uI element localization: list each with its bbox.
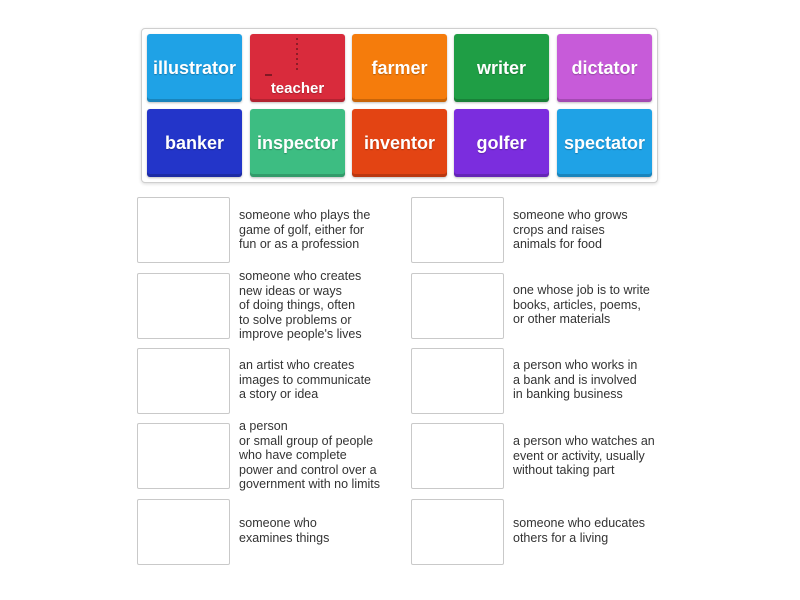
drop-slot[interactable] (411, 273, 504, 339)
word-tile-spectator[interactable]: spectator (557, 109, 652, 177)
drop-slot[interactable] (137, 273, 230, 339)
definition-text: an artist who creates images to communicate a story or idea (239, 358, 372, 401)
definition-text: a person or small group of people who have complete power and control over a government with no limits (239, 419, 381, 491)
word-tile-inspector[interactable]: inspector (250, 109, 345, 177)
definition-text: a person who works in a bank and is involved in banking business (513, 358, 638, 401)
word-tile-farmer[interactable]: farmer (352, 34, 447, 102)
word-tile-golfer[interactable]: golfer (454, 109, 549, 177)
drop-slot[interactable] (411, 499, 504, 565)
definition-text: someone who creates new ideas or ways of doing things, often to solve problems or improve people's lives (239, 269, 362, 341)
definition-text: someone who examines things (239, 516, 330, 545)
drop-slot[interactable] (137, 499, 230, 565)
drop-slot[interactable] (411, 348, 504, 414)
drop-slot[interactable] (137, 348, 230, 414)
tile-decoration (296, 38, 298, 70)
definition-text: a person who watches an event or activity, usually without taking part (513, 434, 655, 477)
drop-slot[interactable] (137, 197, 230, 263)
word-tile-dictator[interactable]: dictator (557, 34, 652, 102)
word-tile-teacher[interactable] (250, 34, 345, 102)
word-tile-illustrator[interactable]: illustrator (147, 34, 242, 102)
drop-slot[interactable] (411, 197, 504, 263)
definition-text: someone who grows crops and raises animals for food (513, 208, 628, 251)
definition-text: someone who educates others for a living (513, 516, 646, 545)
word-tile-inventor[interactable]: inventor (352, 109, 447, 177)
definition-text: one whose job is to write books, articles, poems, or other materials (513, 283, 650, 326)
tile-label: teacher (270, 80, 325, 97)
word-tile-bank (141, 28, 658, 183)
word-tile-banker[interactable]: banker (147, 109, 242, 177)
definition-text: someone who plays the game of golf, either for fun or as a profession (239, 208, 371, 251)
drop-slot[interactable] (411, 423, 504, 489)
word-tile-writer[interactable]: writer (454, 34, 549, 102)
drop-slot[interactable] (137, 423, 230, 489)
tile-decoration (265, 74, 272, 76)
